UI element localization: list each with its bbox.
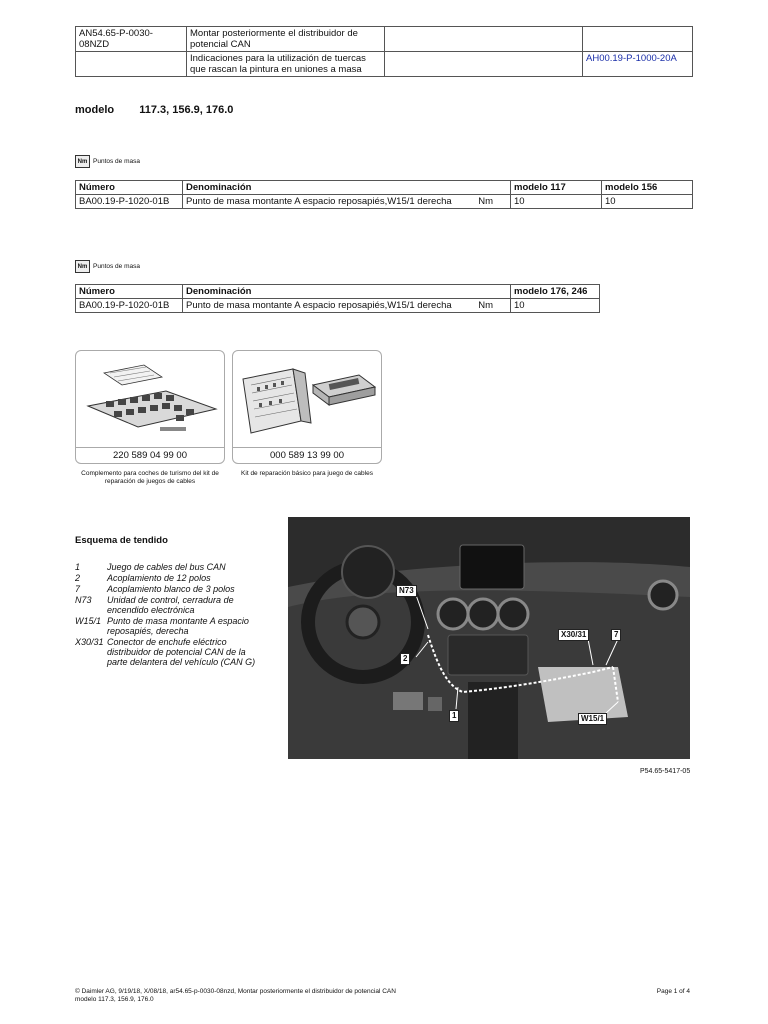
dashboard-illustration [288,517,690,759]
repair-case-illustration [233,351,381,443]
kit-caption: Kit de reparación básico para juego de cables [241,470,373,477]
callout-label: 7 [611,629,621,641]
table-cell [385,27,583,52]
legend-key: W15/1 [75,616,102,626]
column-header: Denominación [183,285,511,299]
table-cell [385,52,583,77]
unit-label: Nm [478,300,493,311]
footer [75,988,396,1004]
legend-item [75,595,267,615]
table-header-row [76,181,693,195]
column-header: modelo 176, 246 [511,285,600,299]
callout-label: 1 [449,710,459,722]
table-row [76,27,693,52]
legend-text: Conector de enchufe eléctrico distribuidor de potencial CAN de la parte delantera del vehículo (CAN G) [107,637,256,667]
legend-item [75,637,267,667]
table-cell: 10 [511,195,602,209]
torque-icon: Nm [75,260,90,273]
legend-item [75,584,267,594]
legend-item [75,573,267,583]
torque-note-label: Puntos de masa [93,158,140,165]
page-number: Page 1 of 4 [656,988,690,995]
reference-table [75,26,693,77]
table-cell [76,52,187,77]
table-row [76,195,693,209]
footer-line: © Daimler AG, 9/19/18, X/08/18, ar54.65-p-0030-08nzd, Montar posteriormente el distribuidor de potencial CAN [75,988,396,995]
unit-label: Nm [478,196,493,207]
table-cell [183,195,511,209]
torque-note [75,155,140,168]
table-cell: Indicaciones para la utilización de tuercas que rascan la pintura en uniones a masa [187,52,385,77]
table-cell: AN54.65-P-0030-08NZD [76,27,187,52]
legend-key: X30/31 [75,637,104,647]
cable-kit-illustration [76,351,224,443]
figure-reference: P54.65-5417-05 [640,768,691,775]
ground-points-table-2 [75,284,600,313]
legend-text: Punto de masa montante A espacio reposapiés, derecha [107,616,249,636]
legend-text: Juego de cables del bus CAN [107,562,226,572]
legend-list [75,562,267,668]
table-cell: BA00.19-P-1020-01B [76,195,183,209]
callout-label: X30/31 [558,629,589,641]
ground-points-table-1 [75,180,693,209]
column-header: Número [76,285,183,299]
legend-key: 2 [75,573,81,583]
callout-label: 2 [400,653,410,665]
table-cell: Montar posteriormente el distribuidor de potencial CAN [187,27,385,52]
legend-text: Unidad de control, cerradura de encendido electrónica [107,595,234,615]
denomination-text: Punto de masa montante A espacio reposapiés,W15/1 derecha [186,196,452,207]
torque-note [75,260,140,273]
legend-item [75,562,267,572]
kit-part-number: 220 589 04 99 00 [76,447,224,461]
torque-icon: Nm [75,155,90,168]
dashboard-photo [288,517,690,759]
torque-note-label: Puntos de masa [93,263,140,270]
model-label: modelo [75,104,115,116]
table-header-row [76,285,600,299]
kit-caption: Complemento para coches de turismo del kit de reparación de juegos de cables [81,470,219,485]
table-cell [583,52,693,77]
table-row [76,299,600,313]
column-header: modelo 117 [511,181,602,195]
kit-part-number: 000 589 13 99 00 [233,447,381,461]
table-cell: 10 [602,195,693,209]
legend-text: Acoplamiento de 12 polos [107,573,211,583]
legend-key: N73 [75,595,92,605]
column-header: Número [76,181,183,195]
column-header: modelo 156 [602,181,693,195]
table-cell: 10 [511,299,600,313]
denomination-text: Punto de masa montante A espacio reposapiés,W15/1 derecha [186,300,452,311]
footer-line: modelo 117.3, 156.9, 176.0 [75,996,154,1003]
callout-label: N73 [396,585,417,597]
model-value: 117.3, 156.9, 176.0 [139,104,234,116]
table-row [76,52,693,77]
column-header: Denominación [183,181,511,195]
legend-text: Acoplamiento blanco de 3 polos [107,584,235,594]
model-line [75,104,233,116]
table-cell: BA00.19-P-1020-01B [76,299,183,313]
table-cell [583,27,693,52]
legend-key: 1 [75,562,81,572]
legend-key: 7 [75,584,81,594]
callout-label: W15/1 [578,713,607,725]
legend-item [75,616,267,636]
routing-diagram-title: Esquema de tendido [75,535,168,546]
document-link[interactable]: AH00.19-P-1000-20A [586,53,677,64]
kit-image-1 [75,350,225,464]
table-cell [183,299,511,313]
kit-image-2 [232,350,382,464]
